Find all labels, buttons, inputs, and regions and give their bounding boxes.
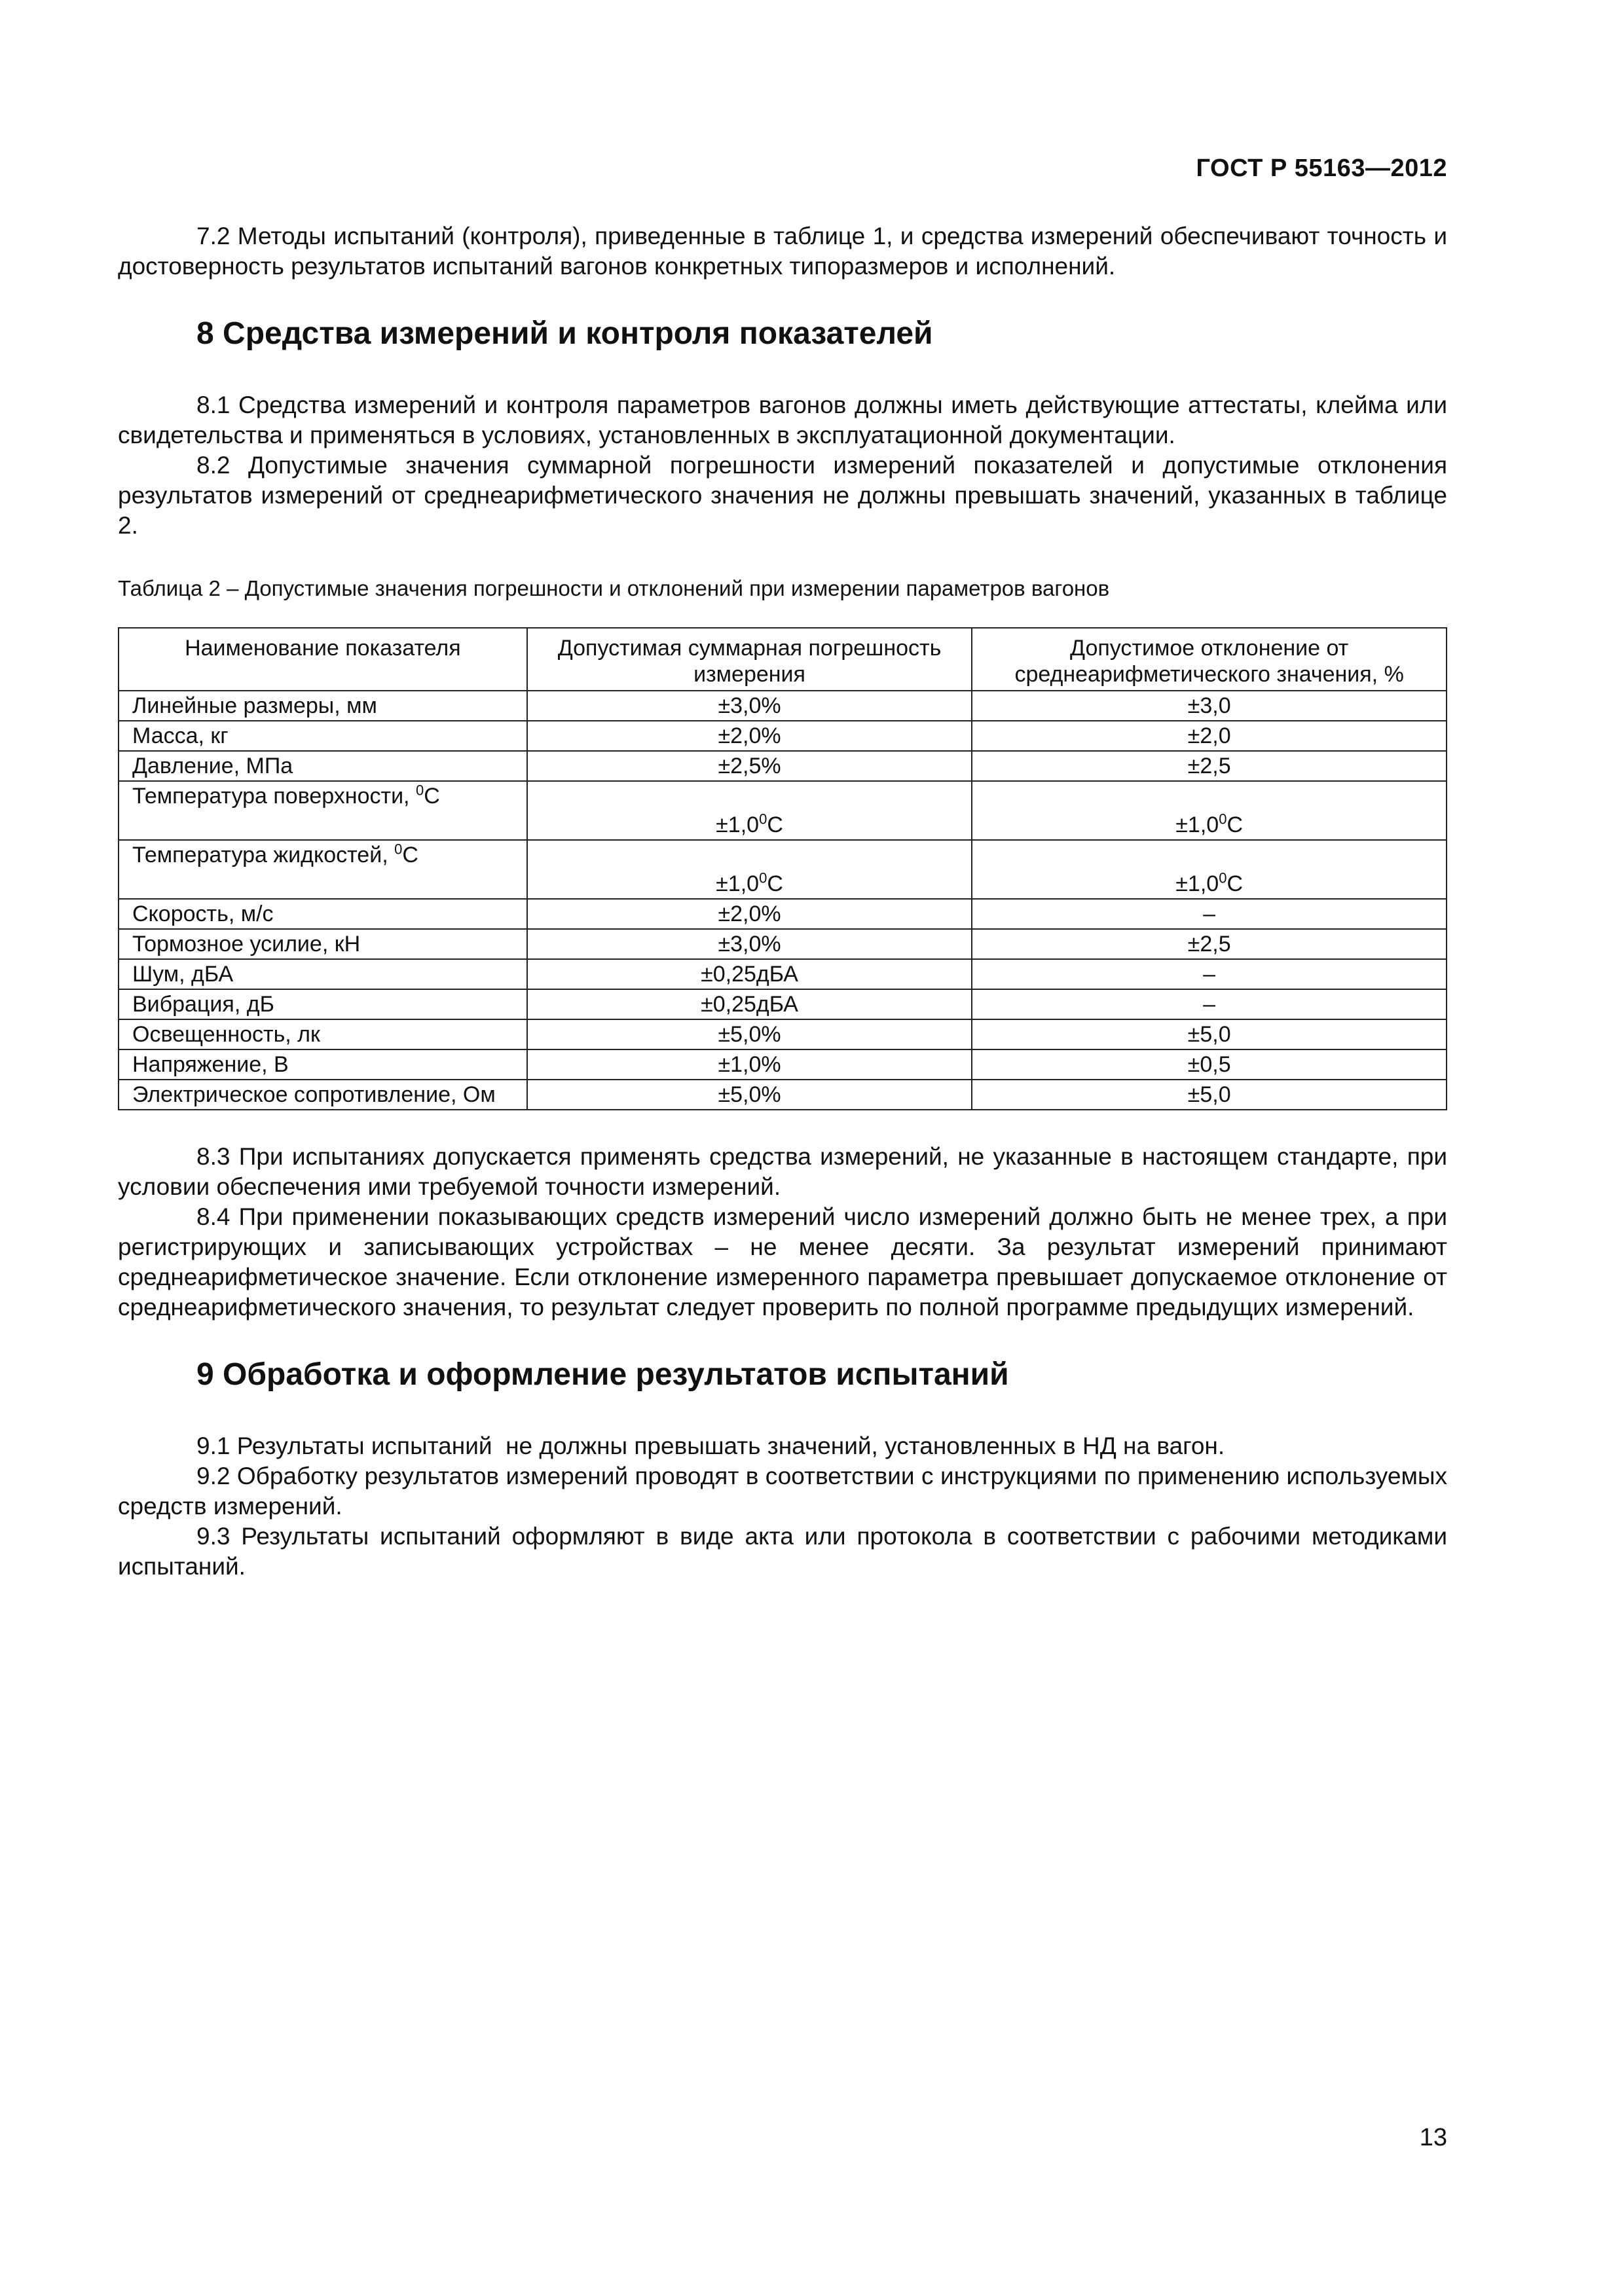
paragraph-8-3: 8.3 При испытаниях допускается применять средства измерений, не указанные в настоящем стандарте, при условии обеспечения ими требуемой точности измерений.	[118, 1143, 1447, 1200]
paragraph-8-2: 8.2 Допустимые значения суммарной погрешности измерений показателей и допустимые отклонения результатов измерений от среднеарифметического значения не должны превышать значений, указанных в таблице 2.	[118, 452, 1447, 539]
row-deviation: –	[972, 959, 1447, 989]
table-row	[119, 840, 1447, 899]
header-deviation: Допустимое отклонение от среднеарифметического значения, %	[972, 628, 1447, 691]
row-error: ±2,5%	[527, 751, 972, 781]
degree-superscript: 0	[1219, 811, 1227, 828]
row-error: ±2,0%	[527, 721, 972, 751]
paragraph-8-1: 8.1 Средства измерений и контроля параметров вагонов должны иметь действующие аттестаты, клейма или свидетельства и применяться в условиях, установленных в эксплуатационной документации.	[118, 392, 1447, 448]
row-error: ±5,0%	[527, 1080, 972, 1110]
row-deviation: –	[972, 899, 1447, 929]
paragraph-9-3: 9.3 Результаты испытаний оформляют в виде акта или протокола в соответствии с рабочими методиками испытаний.	[118, 1523, 1447, 1580]
unit-text: С	[424, 784, 440, 809]
row-error	[527, 840, 972, 899]
row-error: ±3,0%	[527, 691, 972, 721]
table-row	[119, 721, 1447, 751]
row-name-text: Температура жидкостей,	[132, 843, 395, 867]
header-indicator-name: Наименование показателя	[119, 628, 527, 691]
row-deviation: ±2,5	[972, 751, 1447, 781]
value-text: ±1,0	[716, 871, 760, 896]
row-error: ±0,25дБА	[527, 989, 972, 1019]
page-content	[118, 221, 1447, 1582]
value-text: ±1,0	[1175, 812, 1219, 837]
table-row	[119, 959, 1447, 989]
paragraph-9-1: 9.1 Результаты испытаний не должны превышать значений, установленных в НД на вагон.	[196, 1432, 1225, 1459]
row-name: Напряжение, В	[119, 1049, 527, 1080]
row-deviation: –	[972, 989, 1447, 1019]
row-error: ±3,0%	[527, 929, 972, 959]
unit-text: С	[1227, 812, 1244, 837]
row-name	[119, 781, 527, 840]
table-row	[119, 1019, 1447, 1049]
row-error: ±5,0%	[527, 1019, 972, 1049]
table-row	[119, 1049, 1447, 1080]
value-text: ±1,0	[716, 812, 760, 837]
tolerance-table	[118, 627, 1447, 1110]
table-row	[119, 751, 1447, 781]
row-deviation: ±5,0	[972, 1080, 1447, 1110]
degree-superscript: 0	[759, 869, 767, 886]
value-text: ±1,0	[1175, 871, 1219, 896]
row-name: Линейные размеры, мм	[119, 691, 527, 721]
table-row	[119, 989, 1447, 1019]
row-deviation: ±5,0	[972, 1019, 1447, 1049]
degree-superscript: 0	[759, 811, 767, 828]
degree-superscript: 0	[394, 841, 403, 858]
unit-text: С	[767, 812, 783, 837]
degree-superscript: 0	[415, 782, 424, 799]
row-name: Скорость, м/с	[119, 899, 527, 929]
header-total-error: Допустимая суммарная погрешность измерения	[527, 628, 972, 691]
paragraph-8-4: 8.4 При применении показывающих средств измерений число измерений должно быть не менее трех, а при регистрирующих и записывающих устройствах – не менее десяти. За результат измерений принимают среднеарифметическое значение. Если отклонение измеренного параметра превышает допускаемое отклонение от среднеарифметического значения, то результат следует проверить по полной программе предыдущих измерений.	[118, 1203, 1447, 1321]
row-error: ±0,25дБА	[527, 959, 972, 989]
degree-superscript: 0	[1219, 869, 1227, 886]
paragraph-7-2: 7.2 Методы испытаний (контроля), приведенные в таблице 1, и средства измерений обеспечивают точность и достоверность результатов испытаний вагонов конкретных типоразмеров и исполнений.	[118, 223, 1447, 280]
row-name: Давление, МПа	[119, 751, 527, 781]
row-name	[119, 840, 527, 899]
table-header-row	[119, 628, 1447, 691]
table-2-caption: Таблица 2 – Допустимые значения погрешности и отклонений при измерении параметров вагонов	[118, 576, 1110, 600]
unit-text: С	[767, 871, 783, 896]
table-row	[119, 929, 1447, 959]
row-deviation: ±0,5	[972, 1049, 1447, 1080]
row-name: Вибрация, дБ	[119, 989, 527, 1019]
document-id-header: ГОСТ Р 55163—2012	[1196, 155, 1447, 182]
row-name: Масса, кг	[119, 721, 527, 751]
row-name: Шум, дБА	[119, 959, 527, 989]
row-error: ±1,0%	[527, 1049, 972, 1080]
row-deviation: ±3,0	[972, 691, 1447, 721]
row-name: Тормозное усилие, кН	[119, 929, 527, 959]
unit-text: С	[1227, 871, 1244, 896]
row-deviation: ±2,0	[972, 721, 1447, 751]
section-8-title: 8 Средства измерений и контроля показателей	[196, 316, 933, 351]
row-name-text: Температура поверхности,	[132, 784, 416, 809]
row-deviation	[972, 781, 1447, 840]
row-name: Электрическое сопротивление, Ом	[119, 1080, 527, 1110]
row-deviation: ±2,5	[972, 929, 1447, 959]
unit-text: С	[402, 843, 418, 867]
row-error: ±2,0%	[527, 899, 972, 929]
row-error	[527, 781, 972, 840]
page-number: 13	[1419, 2124, 1447, 2151]
row-deviation	[972, 840, 1447, 899]
table-row	[119, 899, 1447, 929]
section-9-title: 9 Обработка и оформление результатов испытаний	[196, 1357, 1009, 1392]
row-name: Освещенность, лк	[119, 1019, 527, 1049]
table-row	[119, 691, 1447, 721]
paragraph-9-2: 9.2 Обработку результатов измерений проводят в соответствии с инструкциями по применению используемых средств измерений.	[118, 1463, 1447, 1520]
table-row	[119, 781, 1447, 840]
table-row	[119, 1080, 1447, 1110]
